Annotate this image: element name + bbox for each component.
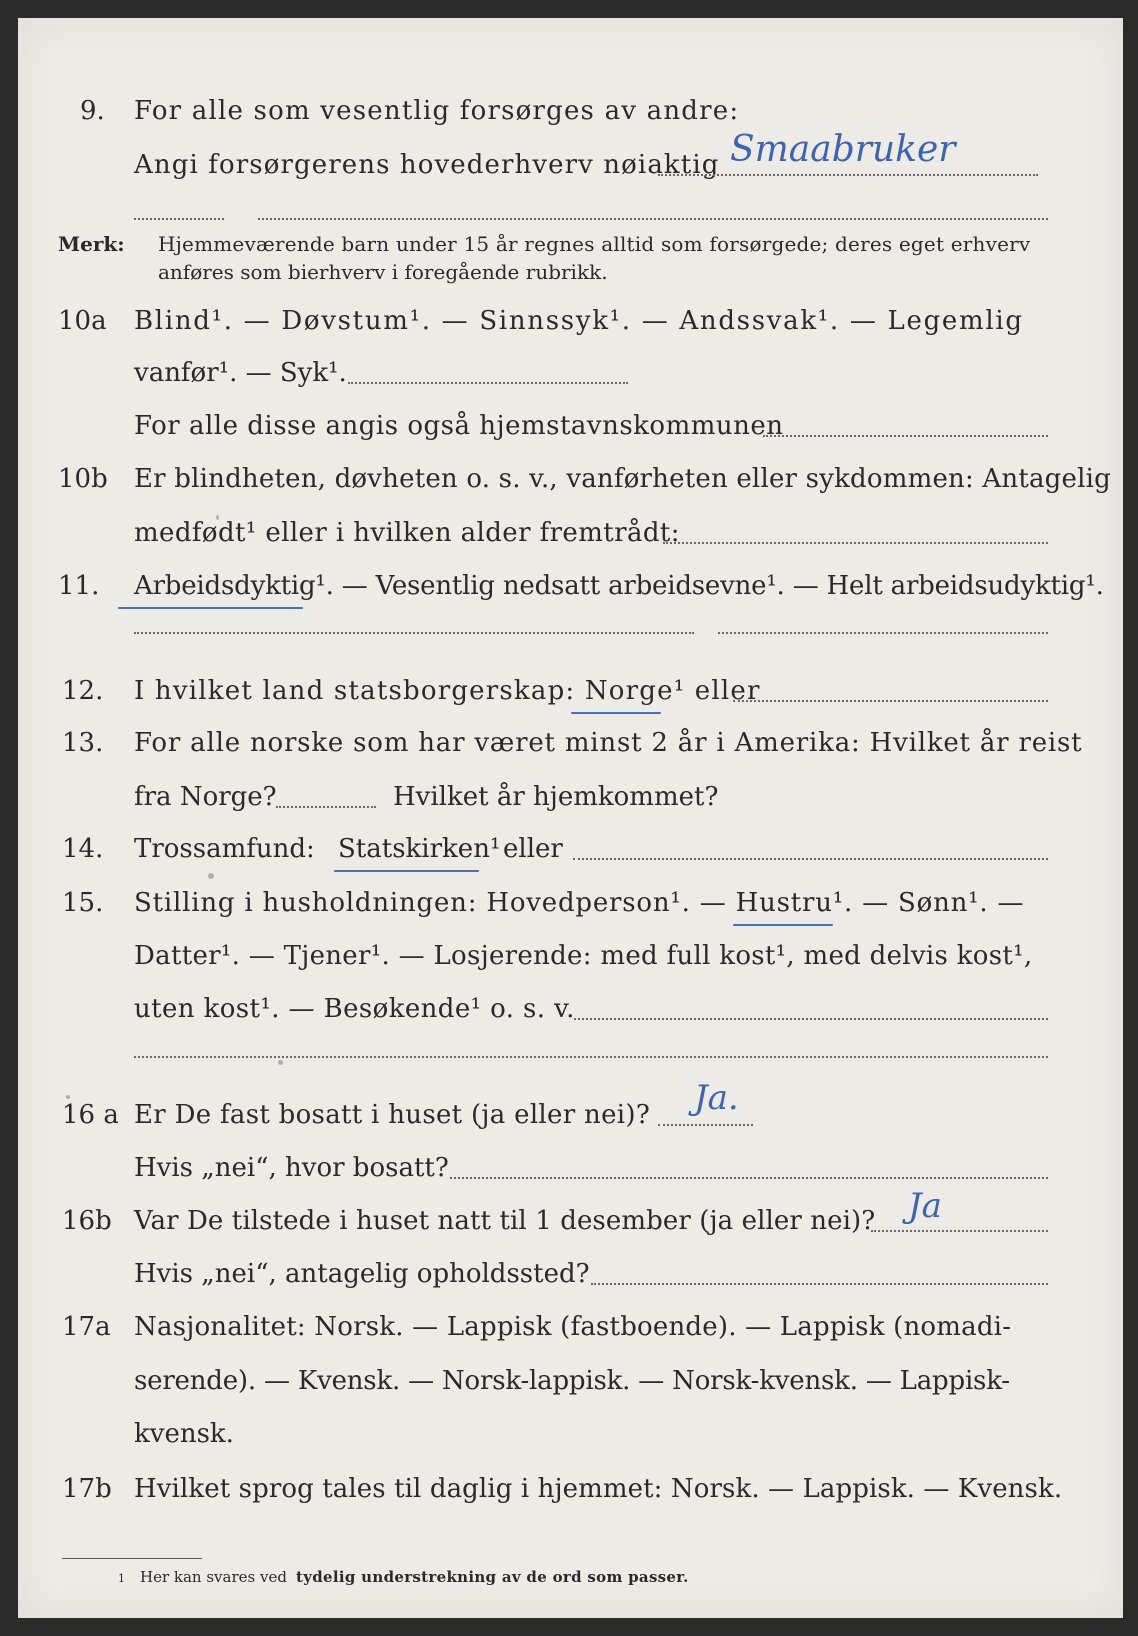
q10a-line1: Blind¹. — Døvstum¹. — Sinnssyk¹. — Andssvak¹. — Legemlig: [134, 306, 1024, 336]
q15-line2: Datter¹. — Tjener¹. — Losjerende: med full kost¹, med delvis kost¹,: [134, 941, 1033, 971]
q9-line2: Angi forsørgerens hovederhverv nøiaktig: [134, 150, 720, 180]
q12-underline-norge: [571, 712, 661, 714]
q9-answer-line[interactable]: [658, 174, 1038, 176]
q17a-line1: Nasjonalitet: Norsk. — Lappisk (fastboende). — Lappisk (nomadi-: [134, 1312, 1012, 1342]
q15-underline-hustru: [733, 924, 833, 926]
q15-line3: uten kost¹. — Besøkende¹ o. s. v.: [134, 994, 575, 1024]
q14-underline-statskirken: [334, 870, 479, 872]
merk-label: Merk:: [58, 232, 125, 256]
footnote-rule: [62, 1558, 202, 1559]
q15-number: 15.: [62, 888, 104, 918]
merk-line1: Hjemmeværende barn under 15 år regnes alltid som forsørgede; deres eget erhverv: [158, 232, 1031, 256]
q16b-line1: Var De tilstede i huset natt til 1 desember (ja eller nei)?: [134, 1206, 876, 1236]
ink-speck: [66, 1095, 70, 1099]
q16b-location-line[interactable]: [591, 1283, 1048, 1285]
q14-line1a: Trossamfund:: [134, 834, 315, 864]
q11-line1: Arbeidsdyktig¹. — Vesentlig nedsatt arbeidsevne¹. — Helt arbeidsudyktig¹.: [134, 571, 1104, 601]
footnote-text-b: tydelig understrekning av de ord som passer.: [296, 1568, 689, 1586]
q14-line1c: eller: [503, 834, 563, 864]
q16a-answer-line[interactable]: [658, 1124, 753, 1126]
q11-underline-arbeidsdyktig: [118, 607, 303, 609]
q16a-handwritten-answer: Ja.: [694, 1078, 739, 1118]
merk-line2: anføres som bierhverv i foregående rubrikk.: [158, 260, 608, 284]
q9-extra-line-b[interactable]: [258, 218, 1048, 220]
q13-departure-year-line[interactable]: [276, 806, 376, 808]
q10a-answer-line[interactable]: [348, 382, 628, 384]
q14-line1b: Statskirken¹: [338, 834, 501, 864]
q11-extra-line-a[interactable]: [134, 632, 694, 634]
q17a-line2: serende). — Kvensk. — Norsk-lappisk. — Norsk-kvensk. — Lappisk-: [134, 1366, 1010, 1396]
q13-line2a: fra Norge?: [134, 782, 277, 812]
q9-handwritten-answer: Smaabruker: [730, 129, 956, 170]
q10b-line1: Er blindheten, døvheten o. s. v., vanførheten eller sykdommen: Antagelig: [134, 464, 1111, 494]
q15-answer-line[interactable]: [574, 1018, 1048, 1020]
q17b-line1: Hvilket sprog tales til daglig i hjemmet: Norsk. — Lappisk. — Kvensk.: [134, 1474, 1063, 1504]
q13-line1: For alle norske som har været minst 2 år i Amerika: Hvilket år reist: [134, 728, 1083, 758]
q16b-line2: Hvis „nei“, antagelig opholdssted?: [134, 1259, 590, 1289]
footnote-text-a: Her kan svares ved: [140, 1568, 287, 1586]
q10a-line2: vanfør¹. — Syk¹.: [134, 358, 347, 388]
q13-line2b: Hvilket år hjemkommet?: [393, 782, 719, 812]
q16b-answer-line[interactable]: [871, 1230, 1048, 1232]
q17a-line3: kvensk.: [134, 1419, 234, 1449]
q14-answer-line[interactable]: [573, 858, 1048, 860]
footnote-mark: 1: [118, 1572, 125, 1585]
q10b-number: 10b: [58, 464, 108, 494]
q9-line1: For alle som vesentlig forsørges av andre:: [134, 96, 740, 126]
q13-number: 13.: [62, 728, 104, 758]
q10a-number: 10a: [58, 306, 107, 336]
q16a-residence-line[interactable]: [450, 1177, 1048, 1179]
ink-speck: [208, 873, 214, 879]
q10a-line3: For alle disse angis også hjemstavnskommunen: [134, 411, 784, 441]
q16a-number: 16 a: [62, 1100, 119, 1130]
q15-extra-line[interactable]: [134, 1056, 1048, 1058]
q9-extra-line-a[interactable]: [134, 218, 224, 220]
q9-number: 9.: [80, 96, 105, 126]
q10a-municipality-line[interactable]: [763, 435, 1048, 437]
q17b-number: 17b: [62, 1474, 112, 1504]
q15-line1: Stilling i husholdningen: Hovedperson¹. — Hustru¹. — Sønn¹. —: [134, 888, 1025, 918]
q16b-number: 16b: [62, 1206, 112, 1236]
q11-number: 11.: [58, 571, 100, 601]
q12-number: 12.: [62, 676, 104, 706]
census-form-page: [18, 18, 1123, 1618]
q16a-line2: Hvis „nei“, hvor bosatt?: [134, 1153, 449, 1183]
q10b-answer-line[interactable]: [663, 542, 1048, 544]
q14-number: 14.: [62, 834, 104, 864]
q12-answer-line[interactable]: [733, 700, 1048, 702]
ink-speck: [216, 515, 219, 520]
q16b-handwritten-answer: Ja: [908, 1186, 942, 1226]
q17a-number: 17a: [62, 1312, 111, 1342]
ink-speck: [278, 1060, 283, 1065]
q16a-line1: Er De fast bosatt i huset (ja eller nei)?: [134, 1100, 651, 1130]
q10b-line2: medfødt¹ eller i hvilken alder fremtrådt:: [134, 518, 680, 548]
q12-line1: I hvilket land statsborgerskap: Norge¹ eller: [134, 676, 761, 706]
q11-extra-line-b[interactable]: [718, 632, 1048, 634]
